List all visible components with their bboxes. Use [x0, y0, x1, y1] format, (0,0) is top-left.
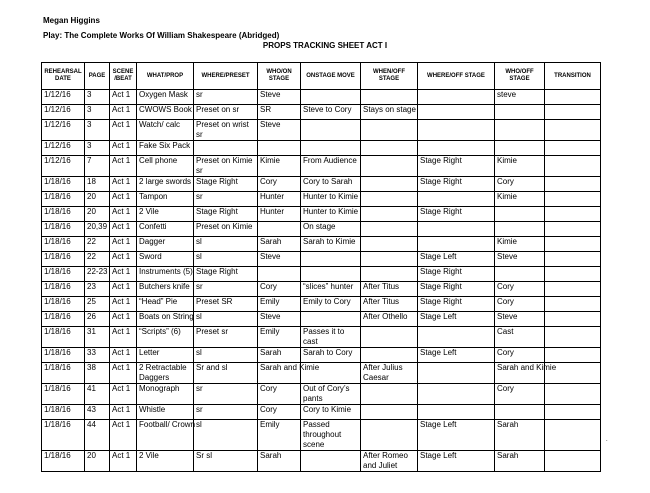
table-cell: Monograph — [137, 384, 194, 405]
table-cell: Stage Right — [418, 297, 495, 312]
table-cell: Emily — [258, 327, 301, 348]
table-cell: Sarah and Kimie — [495, 363, 545, 384]
table-cell: 2 Vile — [137, 207, 194, 222]
table-cell: Boats on String — [137, 312, 194, 327]
table-cell — [418, 237, 495, 252]
table-row — [42, 267, 601, 282]
table-cell: 31 — [85, 327, 110, 348]
table-cell: Hunter to Kimie — [301, 192, 361, 207]
table-cell: 3 — [85, 105, 110, 120]
table-cell — [361, 420, 418, 451]
table-cell: 1/18/16 — [42, 420, 85, 451]
table-cell — [194, 141, 258, 156]
table-cell: 43 — [85, 405, 110, 420]
table-cell: steve — [495, 90, 545, 105]
table-cell — [258, 141, 301, 156]
play-title: Play: The Complete Works Of William Shakespeare (Abridged) — [43, 31, 280, 40]
table-cell: Stage Right — [194, 267, 258, 282]
table-cell: 22 — [85, 252, 110, 267]
table-cell: “slices” hunter — [301, 282, 361, 297]
table-cell — [301, 312, 361, 327]
table-cell: Sarah — [495, 451, 545, 472]
table-cell: Steve — [258, 252, 301, 267]
table-cell: Stage Left — [418, 451, 495, 472]
table-cell — [495, 105, 545, 120]
table-cell: Sword — [137, 252, 194, 267]
table-cell: Steve to Cory — [301, 105, 361, 120]
table-cell: Football/ Crown — [137, 420, 194, 451]
table-cell: After Othello — [361, 312, 418, 327]
table-cell: Stage Left — [418, 348, 495, 363]
table-row — [42, 222, 601, 237]
table-cell: Passed throughout scene — [301, 420, 361, 451]
table-cell: Sarah — [258, 237, 301, 252]
table-cell: sr — [194, 282, 258, 297]
table-cell: 1/18/16 — [42, 222, 85, 237]
table-cell: 1/12/16 — [42, 105, 85, 120]
table-cell: 1/18/16 — [42, 451, 85, 472]
table-cell — [258, 267, 301, 282]
table-cell: From Audience — [301, 156, 361, 177]
table-cell — [361, 207, 418, 222]
table-cell: 1/18/16 — [42, 177, 85, 192]
table-row — [42, 90, 601, 105]
table-cell: Act 1 — [110, 207, 137, 222]
table-cell: 1/18/16 — [42, 267, 85, 282]
table-cell: Kimie — [495, 192, 545, 207]
table-cell: Cory to Sarah — [301, 177, 361, 192]
table-cell — [361, 222, 418, 237]
table-cell: After Titus — [361, 282, 418, 297]
table-cell — [495, 141, 545, 156]
table-row — [42, 297, 601, 312]
table-cell: 1/18/16 — [42, 282, 85, 297]
table-cell — [361, 252, 418, 267]
table-cell — [545, 405, 601, 420]
table-cell: sr — [194, 192, 258, 207]
table-cell: Stage Left — [418, 420, 495, 451]
table-cell: Preset sr — [194, 327, 258, 348]
table-cell — [418, 120, 495, 141]
table-row — [42, 237, 601, 252]
table-cell: 2 Retractable Daggers — [137, 363, 194, 384]
table-row — [42, 156, 601, 177]
table-row — [42, 420, 601, 451]
table-row — [42, 282, 601, 297]
table-cell: Act 1 — [110, 384, 137, 405]
table-cell: 25 — [85, 297, 110, 312]
table-cell: Kimie — [258, 156, 301, 177]
column-header: WHERE/PRESET — [194, 63, 258, 90]
table-cell: After Julius Caesar — [361, 363, 418, 384]
table-cell — [545, 348, 601, 363]
table-cell: Act 1 — [110, 420, 137, 451]
table-cell: Sarah to Cory — [301, 348, 361, 363]
table-cell: CWOWS Book — [137, 105, 194, 120]
table-cell: Cory — [258, 405, 301, 420]
table-cell — [361, 192, 418, 207]
table-cell — [545, 207, 601, 222]
table-cell: Act 1 — [110, 282, 137, 297]
table-cell: Kimie — [495, 237, 545, 252]
table-cell: Out of Cory’s pants — [301, 384, 361, 405]
table-row — [42, 207, 601, 222]
table-cell — [301, 90, 361, 105]
props-tracking-table — [41, 62, 601, 472]
table-cell: 1/18/16 — [42, 384, 85, 405]
table-cell: After Titus — [361, 297, 418, 312]
table-cell: Instruments (5) — [137, 267, 194, 282]
table-cell: Stage Right — [194, 207, 258, 222]
table-cell — [361, 405, 418, 420]
table-cell — [495, 405, 545, 420]
table-cell — [361, 141, 418, 156]
table-cell: Stage Right — [194, 177, 258, 192]
table-cell: 20 — [85, 192, 110, 207]
table-cell: 7 — [85, 156, 110, 177]
table-cell: Stays on stage — [361, 105, 418, 120]
table-cell — [545, 384, 601, 405]
table-row — [42, 327, 601, 348]
table-cell: 3 — [85, 120, 110, 141]
table-cell: 44 — [85, 420, 110, 451]
table-cell — [545, 282, 601, 297]
table-cell: Emily — [258, 297, 301, 312]
table-row — [42, 105, 601, 120]
table-cell: Cory to Kimie — [301, 405, 361, 420]
table-cell — [545, 90, 601, 105]
table-cell — [301, 451, 361, 472]
table-cell — [418, 384, 495, 405]
table-cell — [545, 120, 601, 141]
column-header: WHEN/OFF STAGE — [361, 63, 418, 90]
table-cell — [301, 120, 361, 141]
table-cell: Act 1 — [110, 348, 137, 363]
table-cell: Steve — [495, 312, 545, 327]
table-cell — [545, 177, 601, 192]
table-cell: 38 — [85, 363, 110, 384]
table-cell: 23 — [85, 282, 110, 297]
table-cell: Sarah — [495, 420, 545, 451]
table-cell: Cory — [495, 282, 545, 297]
table-cell: Act 1 — [110, 405, 137, 420]
table-cell — [545, 297, 601, 312]
table-cell: Act 1 — [110, 451, 137, 472]
table-cell: Steve — [258, 90, 301, 105]
table-cell — [545, 267, 601, 282]
table-cell: Sarah — [258, 451, 301, 472]
table-cell: Cory — [258, 384, 301, 405]
table-cell: Tampon — [137, 192, 194, 207]
column-header: WHO/ON STAGE — [258, 63, 301, 90]
table-cell: Act 1 — [110, 297, 137, 312]
table-cell: Act 1 — [110, 177, 137, 192]
table-cell: Stage Right — [418, 156, 495, 177]
table-cell — [495, 120, 545, 141]
table-cell: Act 1 — [110, 252, 137, 267]
table-cell: 2 large swords — [137, 177, 194, 192]
table-row — [42, 252, 601, 267]
table-cell: 1/18/16 — [42, 348, 85, 363]
table-cell — [361, 120, 418, 141]
table-cell: Act 1 — [110, 141, 137, 156]
table-cell: 33 — [85, 348, 110, 363]
table-cell: Kimie — [495, 156, 545, 177]
table-cell: Dagger — [137, 237, 194, 252]
table-cell — [361, 177, 418, 192]
table-cell — [361, 348, 418, 363]
table-cell: Stage Right — [418, 282, 495, 297]
column-header: REHEARSAL DATE — [42, 63, 85, 90]
table-cell: Act 1 — [110, 267, 137, 282]
table-cell — [545, 451, 601, 472]
table-cell: Act 1 — [110, 363, 137, 384]
table-cell — [545, 156, 601, 177]
table-cell: Act 1 — [110, 156, 137, 177]
table-cell: Emily to Cory — [301, 297, 361, 312]
table-cell: “Scripts” (6) — [137, 327, 194, 348]
table-cell — [545, 312, 601, 327]
table-cell — [361, 90, 418, 105]
table-cell — [545, 105, 601, 120]
table-cell: “Head” Pie — [137, 297, 194, 312]
table-cell — [545, 141, 601, 156]
table-cell — [418, 327, 495, 348]
table-cell: sl — [194, 348, 258, 363]
table-cell: Confetti — [137, 222, 194, 237]
table-cell: Watch/ calc — [137, 120, 194, 141]
table-cell: Cast — [495, 327, 545, 348]
table-cell: Sr and sl — [194, 363, 258, 384]
table-cell — [418, 405, 495, 420]
table-cell — [361, 156, 418, 177]
table-cell — [301, 267, 361, 282]
table-cell: 3 — [85, 141, 110, 156]
table-cell: 41 — [85, 384, 110, 405]
table-cell: 22 — [85, 237, 110, 252]
table-cell: Steve — [258, 312, 301, 327]
table-cell: 2 Vile — [137, 451, 194, 472]
table-cell: 20 — [85, 451, 110, 472]
table-cell — [418, 90, 495, 105]
table-cell: 1/18/16 — [42, 237, 85, 252]
column-header: WHERE/OFF STAGE — [418, 63, 495, 90]
table-cell — [495, 222, 545, 237]
table-cell: Butchers knife — [137, 282, 194, 297]
table-cell: Cory — [495, 297, 545, 312]
table-cell: Preset SR — [194, 297, 258, 312]
table-cell: Oxygen Mask — [137, 90, 194, 105]
table-row — [42, 348, 601, 363]
table-cell: Cell phone — [137, 156, 194, 177]
table-body — [42, 90, 601, 472]
table-cell — [545, 237, 601, 252]
table-cell: After Romeo and Juliet — [361, 451, 418, 472]
table-cell: 1/12/16 — [42, 156, 85, 177]
sheet-title: PROPS TRACKING SHEET ACT I — [262, 41, 388, 50]
table-cell: Cory — [258, 282, 301, 297]
table-cell — [418, 141, 495, 156]
column-header: WHO/OFF STAGE — [495, 63, 545, 90]
table-cell — [418, 192, 495, 207]
table-cell: 1/18/16 — [42, 405, 85, 420]
table-cell: Act 1 — [110, 312, 137, 327]
column-header: WHAT/PROP — [137, 63, 194, 90]
table-cell: Steve — [258, 120, 301, 141]
table-cell: sr — [194, 384, 258, 405]
table-cell: Passes it to cast — [301, 327, 361, 348]
table-cell — [301, 141, 361, 156]
table-cell: Emily — [258, 420, 301, 451]
table-cell — [545, 420, 601, 451]
table-cell — [361, 237, 418, 252]
table-row — [42, 363, 601, 384]
table-cell — [495, 207, 545, 222]
column-header: TRANSITION — [545, 63, 601, 90]
table-cell: Sr sl — [194, 451, 258, 472]
table-cell: 18 — [85, 177, 110, 192]
table-cell: 1/18/16 — [42, 327, 85, 348]
table-cell: Cory — [495, 384, 545, 405]
table-row — [42, 384, 601, 405]
table-cell: Whistle — [137, 405, 194, 420]
table-cell — [545, 252, 601, 267]
table-cell — [418, 363, 495, 384]
table-cell: 1/12/16 — [42, 141, 85, 156]
stray-mark: . — [606, 437, 608, 443]
table-cell: 1/18/16 — [42, 363, 85, 384]
table-cell: 22-23 — [85, 267, 110, 282]
table-cell: Cory — [495, 177, 545, 192]
table-cell: 1/12/16 — [42, 90, 85, 105]
table-cell: Act 1 — [110, 105, 137, 120]
table-cell: sl — [194, 312, 258, 327]
table-cell: Preset on Kimie — [194, 222, 258, 237]
table-cell: 1/12/16 — [42, 120, 85, 141]
table-cell: 1/18/16 — [42, 297, 85, 312]
table-cell: Sarah to Kimie — [301, 237, 361, 252]
table-cell: Steve — [495, 252, 545, 267]
table-cell — [418, 105, 495, 120]
table-cell: 1/18/16 — [42, 207, 85, 222]
table-cell: Stage Left — [418, 252, 495, 267]
table-cell: Cory — [258, 177, 301, 192]
table-cell: Sarah and Kimie — [258, 363, 301, 384]
table-row — [42, 141, 601, 156]
table-cell — [258, 222, 301, 237]
table-cell: sr — [194, 90, 258, 105]
table-cell: sl — [194, 420, 258, 451]
table-cell: 20,39 — [85, 222, 110, 237]
table-cell — [361, 267, 418, 282]
table-cell — [418, 222, 495, 237]
table-cell: Act 1 — [110, 192, 137, 207]
table-cell: 1/18/16 — [42, 312, 85, 327]
author-name: Megan Higgins — [43, 16, 100, 25]
table-cell: Preset on sr — [194, 105, 258, 120]
table-cell: sl — [194, 252, 258, 267]
table-cell: Preset on wrist sr — [194, 120, 258, 141]
table-cell: Act 1 — [110, 237, 137, 252]
table-cell: Hunter — [258, 207, 301, 222]
table-cell: Act 1 — [110, 222, 137, 237]
table-cell: 3 — [85, 90, 110, 105]
table-cell: Fake Six Pack — [137, 141, 194, 156]
table-row — [42, 312, 601, 327]
table-cell: Preset on Kimie sr — [194, 156, 258, 177]
table-cell: sr — [194, 405, 258, 420]
table-cell: 20 — [85, 207, 110, 222]
column-header: PAGE — [85, 63, 110, 90]
table-cell: Act 1 — [110, 327, 137, 348]
table-cell: Act 1 — [110, 90, 137, 105]
table-cell: Stage Left — [418, 312, 495, 327]
table-row — [42, 405, 601, 420]
table-row — [42, 177, 601, 192]
table-cell: Stage Right — [418, 177, 495, 192]
table-cell — [361, 384, 418, 405]
table-cell: sl — [194, 237, 258, 252]
table-cell: Stage Right — [418, 267, 495, 282]
table-cell: Cory — [495, 348, 545, 363]
table-cell — [545, 222, 601, 237]
table-cell: Stage Right — [418, 207, 495, 222]
table-cell — [495, 267, 545, 282]
table-cell: 1/18/16 — [42, 192, 85, 207]
table-cell — [545, 327, 601, 348]
header-row — [42, 63, 601, 90]
table-cell: Sarah — [258, 348, 301, 363]
table-cell: Hunter to Kimie — [301, 207, 361, 222]
table-cell: Act 1 — [110, 120, 137, 141]
table-row — [42, 192, 601, 207]
table-row — [42, 120, 601, 141]
table-cell — [301, 252, 361, 267]
table-cell: SR — [258, 105, 301, 120]
table-cell: Hunter — [258, 192, 301, 207]
column-header: ONSTAGE MOVE — [301, 63, 361, 90]
table-row — [42, 451, 601, 472]
column-header: SCENE /BEAT — [110, 63, 137, 90]
table-cell: On stage — [301, 222, 361, 237]
table-cell: 1/18/16 — [42, 252, 85, 267]
table-cell — [361, 327, 418, 348]
table-cell — [545, 192, 601, 207]
table-cell: 26 — [85, 312, 110, 327]
table-cell: Letter — [137, 348, 194, 363]
